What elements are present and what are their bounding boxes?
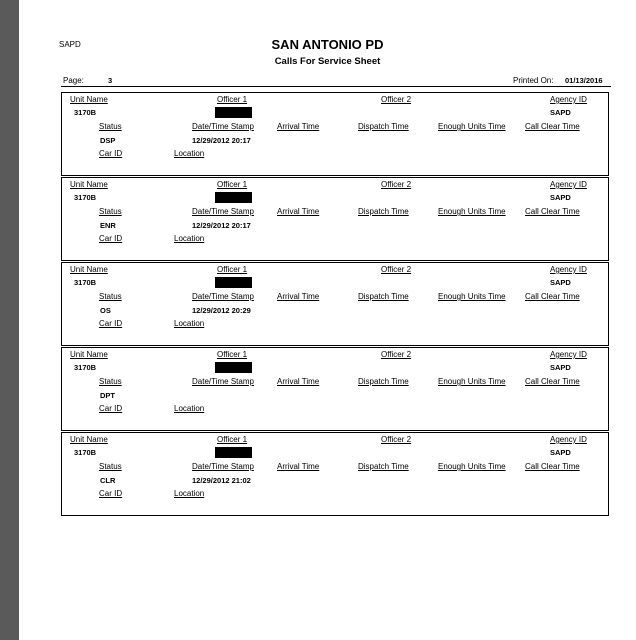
officer1-label: Officer 1 [217, 435, 248, 444]
officer2-label: Officer 2 [381, 265, 412, 274]
car-id-label: Car ID [99, 404, 123, 413]
car-id-label: Car ID [99, 489, 123, 498]
status-value: OS [100, 306, 111, 315]
status-label: Status [99, 462, 122, 471]
viewer-left-bar [0, 0, 19, 640]
officer2-label: Officer 2 [381, 95, 412, 104]
unit-name-label: Unit Name [70, 265, 108, 274]
dispatch-time-label: Dispatch Time [358, 122, 409, 131]
location-label: Location [174, 319, 205, 328]
officer1-redaction [215, 107, 252, 118]
unit-name-value: 3170B [74, 108, 97, 117]
dispatch-time-label: Dispatch Time [358, 292, 409, 301]
header-divider [61, 86, 611, 87]
printed-label: Printed On: [513, 76, 554, 85]
car-id-label: Car ID [99, 319, 123, 328]
arrival-time-label: Arrival Time [277, 377, 320, 386]
datetime-label: Date/Time Stamp [192, 292, 254, 301]
datetime-value: 12/29/2012 20:17 [192, 136, 251, 145]
report-title: SAN ANTONIO PD [271, 37, 384, 52]
location-label: Location [174, 234, 205, 243]
datetime-value: 12/29/2012 21:02 [192, 476, 251, 485]
status-value: DPT [100, 391, 115, 400]
dispatch-time-label: Dispatch Time [358, 462, 409, 471]
agency-id-label: Agency ID [550, 435, 587, 444]
unit-name-label: Unit Name [70, 350, 108, 359]
car-id-label: Car ID [99, 234, 123, 243]
enough-units-label: Enough Units Time [438, 292, 506, 301]
call-clear-label: Call Clear Time [525, 292, 580, 301]
agency-id-label: Agency ID [550, 95, 587, 104]
unit-name-value: 3170B [74, 193, 97, 202]
agency-id-label: Agency ID [550, 265, 587, 274]
report-subtitle: Calls For Service Sheet [274, 56, 381, 67]
enough-units-label: Enough Units Time [438, 462, 506, 471]
officer1-redaction [215, 447, 252, 458]
status-label: Status [99, 292, 122, 301]
datetime-label: Date/Time Stamp [192, 122, 254, 131]
call-record [61, 347, 609, 431]
enough-units-label: Enough Units Time [438, 207, 506, 216]
call-clear-label: Call Clear Time [525, 122, 580, 131]
dispatch-time-label: Dispatch Time [358, 377, 409, 386]
datetime-value: 12/29/2012 20:17 [192, 221, 251, 230]
agency-id-value: SAPD [550, 108, 571, 117]
status-value: CLR [100, 476, 116, 485]
call-record [61, 177, 609, 261]
printed-date: 01/13/2016 [565, 76, 603, 85]
call-clear-label: Call Clear Time [525, 462, 580, 471]
officer1-label: Officer 1 [217, 180, 248, 189]
call-clear-label: Call Clear Time [525, 377, 580, 386]
agency-short: SAPD [59, 40, 81, 49]
call-record [61, 92, 609, 176]
status-label: Status [99, 207, 122, 216]
location-label: Location [174, 404, 205, 413]
arrival-time-label: Arrival Time [277, 122, 320, 131]
car-id-label: Car ID [99, 149, 123, 158]
dispatch-time-label: Dispatch Time [358, 207, 409, 216]
enough-units-label: Enough Units Time [438, 122, 506, 131]
arrival-time-label: Arrival Time [277, 207, 320, 216]
page-label: Page: [63, 76, 84, 85]
call-clear-label: Call Clear Time [525, 207, 580, 216]
status-label: Status [99, 377, 122, 386]
call-record [61, 262, 609, 346]
datetime-label: Date/Time Stamp [192, 462, 254, 471]
officer1-redaction [215, 362, 252, 373]
call-record [61, 432, 609, 516]
unit-name-value: 3170B [74, 448, 97, 457]
arrival-time-label: Arrival Time [277, 462, 320, 471]
unit-name-label: Unit Name [70, 435, 108, 444]
officer2-label: Officer 2 [381, 350, 412, 359]
unit-name-value: 3170B [74, 278, 97, 287]
datetime-value: 12/29/2012 20:29 [192, 306, 251, 315]
datetime-label: Date/Time Stamp [192, 207, 254, 216]
status-label: Status [99, 122, 122, 131]
unit-name-label: Unit Name [70, 95, 108, 104]
unit-name-label: Unit Name [70, 180, 108, 189]
agency-id-value: SAPD [550, 193, 571, 202]
officer1-label: Officer 1 [217, 265, 248, 274]
officer1-label: Officer 1 [217, 95, 248, 104]
agency-id-value: SAPD [550, 363, 571, 372]
agency-id-value: SAPD [550, 278, 571, 287]
officer2-label: Officer 2 [381, 435, 412, 444]
arrival-time-label: Arrival Time [277, 292, 320, 301]
officer2-label: Officer 2 [381, 180, 412, 189]
officer1-redaction [215, 277, 252, 288]
status-value: ENR [100, 221, 116, 230]
agency-id-label: Agency ID [550, 180, 587, 189]
unit-name-value: 3170B [74, 363, 97, 372]
page-number: 3 [108, 76, 113, 85]
officer1-redaction [215, 192, 252, 203]
location-label: Location [174, 149, 205, 158]
agency-id-value: SAPD [550, 448, 571, 457]
officer1-label: Officer 1 [217, 350, 248, 359]
location-label: Location [174, 489, 205, 498]
status-value: DSP [100, 136, 116, 145]
datetime-label: Date/Time Stamp [192, 377, 254, 386]
enough-units-label: Enough Units Time [438, 377, 506, 386]
agency-id-label: Agency ID [550, 350, 587, 359]
